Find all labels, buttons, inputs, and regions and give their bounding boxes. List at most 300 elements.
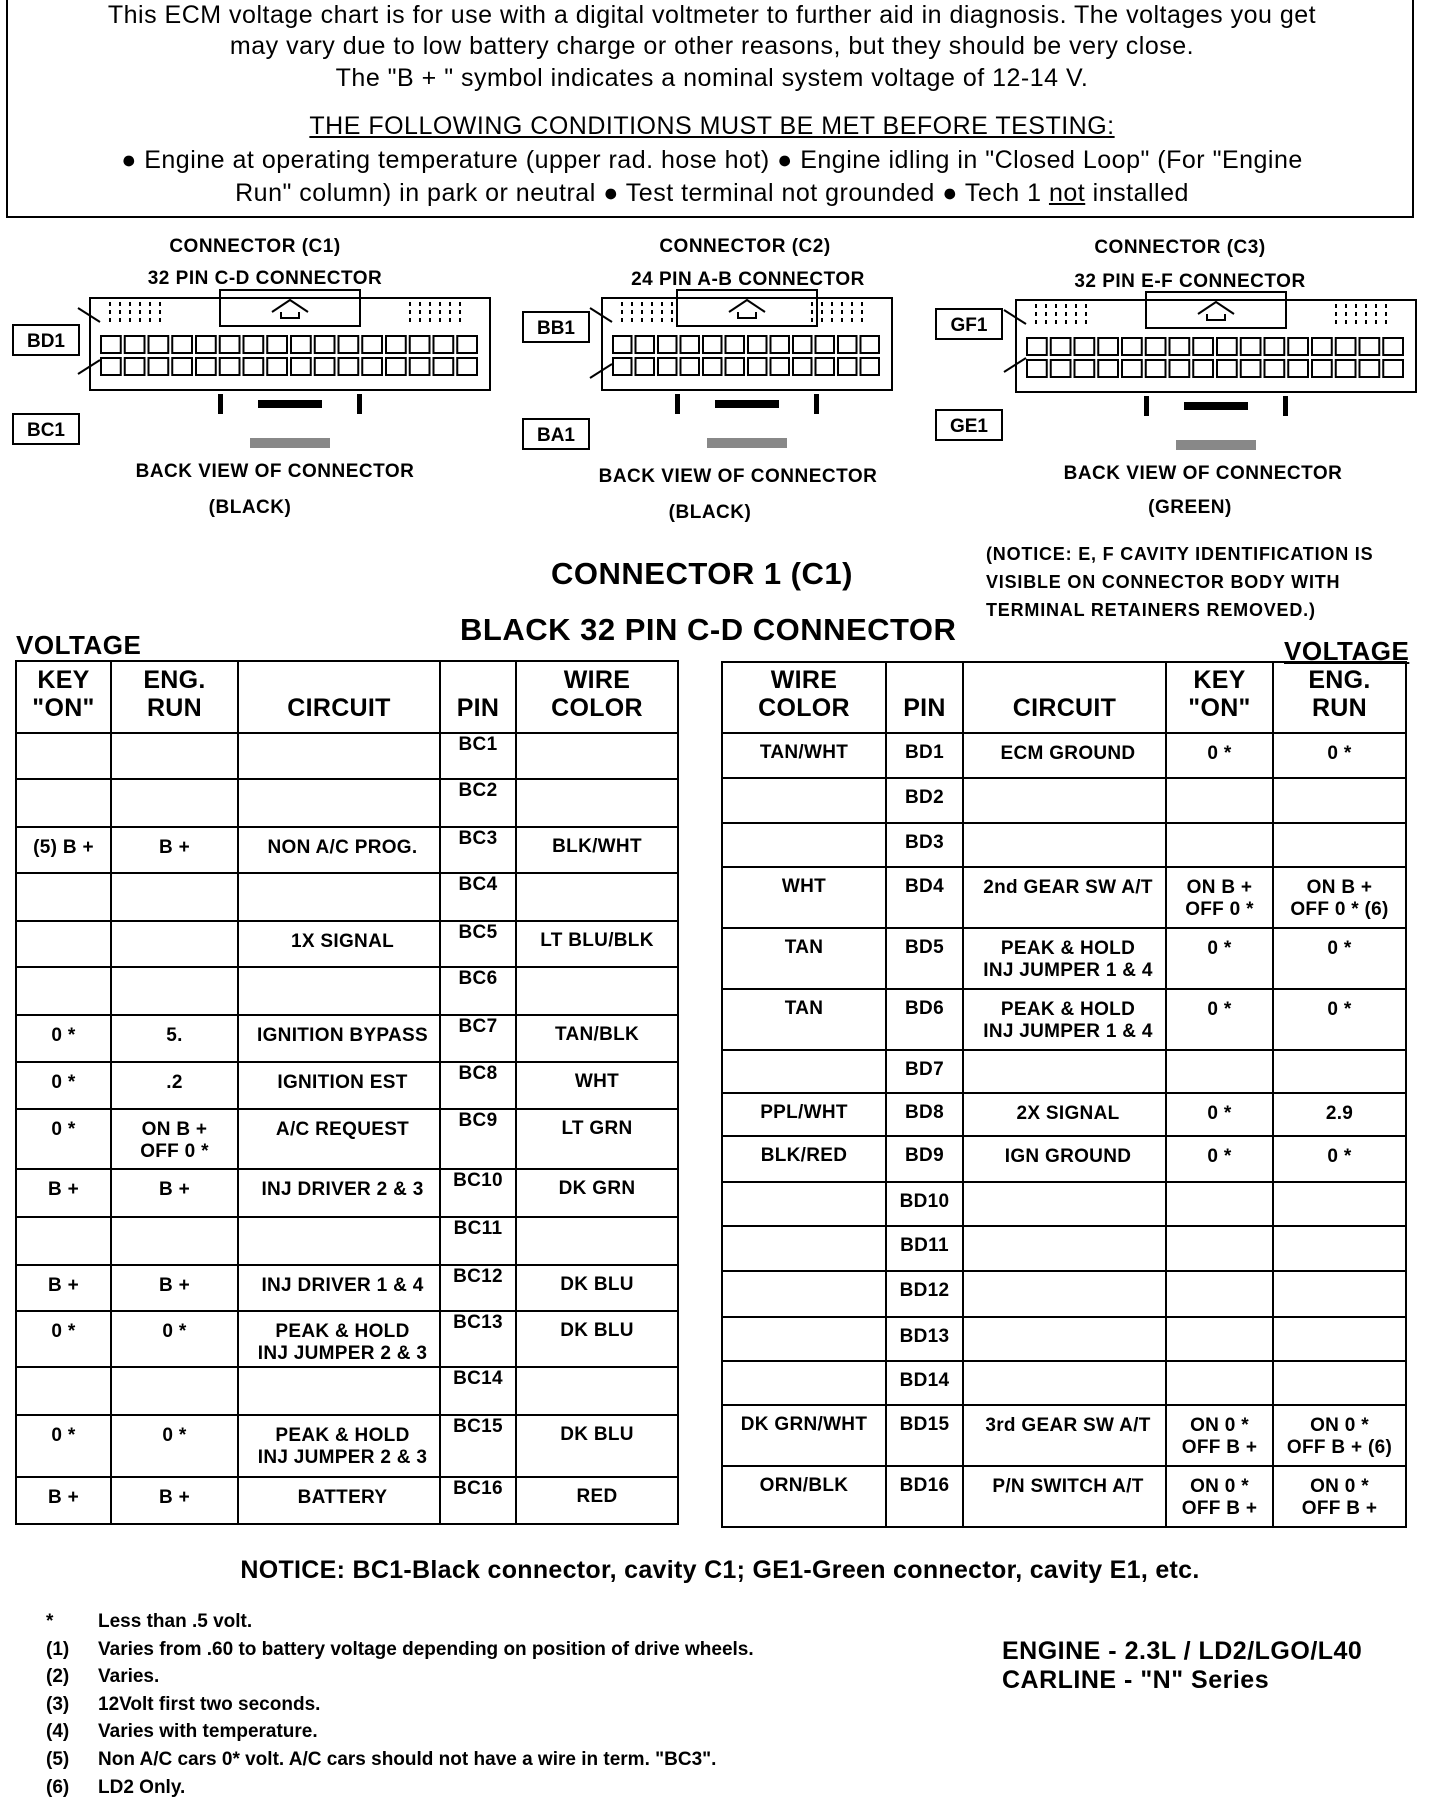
table-row [16, 733, 678, 779]
wire-color [722, 1361, 886, 1405]
conditions-title-text: THE FOLLOWING CONDITIONS MUST BE MET BEFORE TESTING: [309, 112, 1115, 140]
footnote-mark: * [46, 1611, 54, 1632]
wire-color: TAN/WHT [722, 733, 886, 778]
eng-run-value [111, 733, 238, 779]
pin-cavity [703, 358, 722, 375]
circuit-name [963, 1182, 1166, 1226]
table-row [16, 967, 678, 1015]
eng-run-value [111, 779, 238, 827]
table-row [16, 779, 678, 827]
pin-id: BC8 [440, 1062, 516, 1109]
eng-run-value [111, 1367, 238, 1415]
key-on-value [1166, 778, 1273, 823]
pin-cavity [410, 358, 430, 375]
circuit-name: NON A/C PROG. [238, 827, 440, 873]
connector-c3-subtitle: 32 PIN E-F CONNECTOR [1074, 271, 1306, 292]
key-on-value [1166, 1361, 1273, 1405]
pin-id: BD2 [886, 778, 963, 823]
carline-line: CARLINE - "N" Series [1002, 1666, 1270, 1694]
pin-cavity [748, 358, 767, 375]
circuit-name [963, 1361, 1166, 1405]
connector-c2-view: BACK VIEW OF CONNECTOR [598, 466, 878, 487]
conditions-line-2 [8, 176, 1416, 210]
connector-key [1283, 396, 1288, 416]
eng-run-value [1273, 823, 1406, 867]
footnote-item [46, 1691, 320, 1719]
pin-cavity [362, 358, 382, 375]
table-row [16, 873, 678, 921]
conditions-line-2a: Run" column) in park or neutral ● Test terminal not grounded ● Tech 1 [235, 179, 1049, 207]
wire-color: TAN/BLK [516, 1015, 678, 1062]
table-row [722, 1361, 1406, 1405]
table-row [16, 1169, 678, 1217]
pin-id: BD7 [886, 1050, 963, 1093]
key-on-value [1166, 1050, 1273, 1093]
pin-cavity [196, 358, 216, 375]
circuit-name: IGNITION EST [238, 1062, 440, 1109]
wire-color: TAN [722, 928, 886, 989]
pin-cavity [838, 336, 857, 353]
table-row [16, 1311, 678, 1367]
footnote-mark: (5) [46, 1749, 70, 1770]
footnote-mark: (2) [46, 1666, 70, 1688]
circuit-name: PEAK & HOLD INJ JUMPER 1 & 4 [963, 989, 1166, 1050]
eng-run-value: B + [111, 1265, 238, 1311]
wire-color [722, 1050, 886, 1093]
circuit-name: INJ DRIVER 2 & 3 [238, 1169, 440, 1217]
connector-key [814, 394, 819, 414]
pin-cavity [315, 358, 335, 375]
pin-cavity [1193, 338, 1213, 355]
header-eng-run: ENG. RUN [1273, 662, 1406, 733]
wire-color [722, 778, 886, 823]
table-row [722, 867, 1406, 928]
eng-run-value: 0 * [1273, 1136, 1406, 1182]
eng-run-value [111, 873, 238, 921]
pin-cavity [1383, 338, 1403, 355]
pin-cavity [267, 358, 287, 375]
key-on-value: ON 0 * OFF B + [1166, 1405, 1273, 1466]
voltage-label-right: VOLTAGE [1284, 636, 1410, 666]
connector-latch [677, 290, 817, 326]
pin-id: BC12 [440, 1265, 516, 1311]
pin-id: BC15 [440, 1415, 516, 1477]
table-row [722, 1136, 1406, 1182]
arrow-up-icon [729, 300, 765, 318]
connector-key [715, 400, 779, 408]
pin-cavity [149, 358, 169, 375]
wire-color: BLK/WHT [516, 827, 678, 873]
eng-run-value [1273, 1050, 1406, 1093]
pin-cavity [267, 336, 287, 353]
pin-table-c [15, 660, 679, 1525]
circuit-name [963, 1317, 1166, 1361]
pin-id: BC14 [440, 1367, 516, 1415]
pin-cavity [196, 336, 216, 353]
pin-cavity [1027, 360, 1047, 377]
pin-cavity [101, 336, 121, 353]
section-subtitle: BLACK 32 PIN C-D CONNECTOR [460, 612, 957, 647]
wire-color: WHT [722, 867, 886, 928]
key-on-value: ON 0 * OFF B + [1166, 1466, 1273, 1527]
pin-id: BC1 [440, 733, 516, 779]
pin-cavity [681, 358, 700, 375]
eng-run-value [111, 921, 238, 967]
eng-run-value: B + [111, 1169, 238, 1217]
pin-id: BD1 [886, 733, 963, 778]
pin-cavity [816, 336, 835, 353]
footnote-text: Varies. [98, 1666, 160, 1688]
eng-run-value: B + [111, 1477, 238, 1524]
pin-cavity [1122, 338, 1142, 355]
pin-cavity [861, 358, 880, 375]
circuit-name [963, 1271, 1166, 1317]
wire-color: RED [516, 1477, 678, 1524]
arrow-up-icon [272, 300, 308, 318]
key-on-value: ON B + OFF 0 * [1166, 867, 1273, 928]
tag-bb1: BB1 [522, 311, 590, 343]
key-on-value [1166, 1317, 1273, 1361]
footnote-mark: (4) [46, 1721, 70, 1743]
connector-key [675, 394, 680, 414]
connector-notice: NOTICE: BC1-Black connector, cavity C1; GE1-Green connector, cavity E1, etc. [240, 1556, 1200, 1584]
table-row [722, 1466, 1406, 1527]
key-on-value [1166, 1182, 1273, 1226]
key-on-value: 0 * [16, 1415, 111, 1477]
pin-id: BD8 [886, 1093, 963, 1136]
circuit-name [963, 823, 1166, 867]
wire-color [516, 1217, 678, 1265]
eng-run-value: 2.9 [1273, 1093, 1406, 1136]
wire-color: DK BLU [516, 1311, 678, 1367]
pin-cavity [703, 336, 722, 353]
circuit-name [238, 967, 440, 1015]
pin-cavity [172, 336, 192, 353]
eng-run-value: ON B + OFF 0 * [111, 1109, 238, 1169]
pin-cavity [1146, 338, 1166, 355]
pin-id: BC2 [440, 779, 516, 827]
footnote-text: Varies from .60 to battery voltage depending on position of drive wheels. [98, 1638, 754, 1660]
eng-run-value [1273, 1182, 1406, 1226]
table-row [722, 1226, 1406, 1271]
table-row [16, 1015, 678, 1062]
wire-color: DK BLU [516, 1265, 678, 1311]
pin-id: BC4 [440, 873, 516, 921]
wire-color [722, 1271, 886, 1317]
engine-line: ENGINE - 2.3L / LD2/LGO/L40 [1002, 1637, 1363, 1665]
pin-cavity [1122, 360, 1142, 377]
footnote-text: Non A/C cars 0* volt. A/C cars should not have a wire in term. "BC3". [98, 1749, 717, 1770]
pin-table-d [721, 661, 1407, 1528]
pin-cavity [1075, 360, 1095, 377]
pin-cavity [315, 336, 335, 353]
pin-cavity [125, 358, 145, 375]
table-row [16, 921, 678, 967]
wire-color: WHT [516, 1062, 678, 1109]
table-row [16, 1109, 678, 1169]
pin-cavity [771, 336, 790, 353]
footnote-mark: (3) [46, 1693, 70, 1715]
table-row [16, 1265, 678, 1311]
pin-cavity [220, 358, 240, 375]
eng-run-value: .2 [111, 1062, 238, 1109]
wire-color [516, 733, 678, 779]
footnote-item [46, 1746, 716, 1774]
connector-c3-title: CONNECTOR (C3) [1094, 237, 1266, 258]
pin-cavity [1193, 360, 1213, 377]
pin-cavity [771, 358, 790, 375]
wire-color: PPL/WHT [722, 1093, 886, 1136]
connector-key [1144, 396, 1149, 416]
eng-run-value [1273, 1317, 1406, 1361]
eng-run-value [1273, 778, 1406, 823]
pin-cavity [1288, 360, 1308, 377]
wire-color: TAN [722, 989, 886, 1050]
pin-cavity [658, 358, 677, 375]
key-on-value: 0 * [1166, 989, 1273, 1050]
eng-run-value: ON 0 * OFF B + (6) [1273, 1405, 1406, 1466]
footnote-mark: (1) [46, 1638, 70, 1660]
pin-id: BD10 [886, 1182, 963, 1226]
arrow-up-icon [1198, 302, 1234, 320]
key-on-value: 0 * [1166, 928, 1273, 989]
header-line-3: The "B + " symbol indicates a nominal system voltage of 12-14 V. [335, 64, 1089, 92]
tag-ba1: BA1 [522, 418, 590, 450]
eng-run-value: 0 * [1273, 989, 1406, 1050]
header-eng-run: ENG. RUN [111, 661, 238, 733]
footnote-item [46, 1718, 318, 1746]
pin-cavity [101, 358, 121, 375]
conditions-title [8, 109, 1416, 143]
connector-key [1184, 402, 1248, 410]
table-row [722, 823, 1406, 867]
pin-cavity [339, 358, 359, 375]
pin-cavity [613, 336, 632, 353]
connector-c1-view: BACK VIEW OF CONNECTOR [135, 461, 415, 482]
connector-c2-subtitle: 24 PIN A-B CONNECTOR [631, 269, 865, 290]
wire-color: DK BLU [516, 1415, 678, 1477]
eng-run-value [1273, 1226, 1406, 1271]
header-line-1: This ECM voltage chart is for use with a digital voltmeter to further aid in diagnosis. The voltages you get [107, 1, 1317, 29]
circuit-name [238, 873, 440, 921]
key-on-value [1166, 823, 1273, 867]
footnote-item [46, 1774, 185, 1802]
wire-color: DK GRN/WHT [722, 1405, 886, 1466]
footnote-text: LD2 Only. [98, 1776, 186, 1798]
pin-cavity [861, 336, 880, 353]
eng-run-value: ON 0 * OFF B + [1273, 1466, 1406, 1527]
pin-cavity [434, 358, 454, 375]
pin-id: BC16 [440, 1477, 516, 1524]
circuit-name [963, 778, 1166, 823]
pin-cavity [726, 358, 745, 375]
connector-key [357, 394, 362, 414]
footnote-item [46, 1663, 159, 1691]
key-on-value: 0 * [1166, 1136, 1273, 1182]
pin-cavity [793, 358, 812, 375]
header-pin: PIN [440, 661, 516, 733]
wire-color [516, 1367, 678, 1415]
pin-cavity [1241, 360, 1261, 377]
pin-cavity [1265, 338, 1285, 355]
pin-id: BC3 [440, 827, 516, 873]
eng-run-value [111, 1217, 238, 1265]
wire-color: BLK/RED [722, 1136, 886, 1182]
connector-c1-diagram [80, 288, 500, 454]
wire-color: LT BLU/BLK [516, 921, 678, 967]
table-header-row [722, 662, 1406, 733]
pin-id: BD6 [886, 989, 963, 1050]
pin-cavity [1241, 338, 1261, 355]
header-key-on: KEY "ON" [1166, 662, 1273, 733]
pin-cavity [244, 358, 264, 375]
key-on-value: (5) B + [16, 827, 111, 873]
key-on-value [16, 733, 111, 779]
pin-id: BC6 [440, 967, 516, 1015]
table-row [722, 1405, 1406, 1466]
footnote-text: Varies with temperature. [98, 1721, 318, 1743]
circuit-name [238, 1217, 440, 1265]
key-on-value: 0 * [16, 1311, 111, 1367]
circuit-name: 1X SIGNAL [238, 921, 440, 967]
table-row [16, 1367, 678, 1415]
connector-retainer [250, 438, 330, 448]
tag-bd1: BD1 [12, 324, 80, 356]
footnote-text: 12Volt first two seconds. [98, 1693, 321, 1715]
connector-key [218, 394, 223, 414]
key-on-value [16, 873, 111, 921]
pin-cavity [748, 336, 767, 353]
connector-latch [220, 290, 360, 326]
pin-cavity [386, 336, 406, 353]
cavity-notice-2: VISIBLE ON CONNECTOR BODY WITH [986, 572, 1341, 592]
header-pin: PIN [886, 662, 963, 733]
connector-c3-color: (GREEN) [1148, 497, 1232, 518]
pin-cavity [1170, 338, 1190, 355]
wire-color: DK GRN [516, 1169, 678, 1217]
eng-run-value: 0 * [111, 1415, 238, 1477]
pin-cavity [291, 336, 311, 353]
key-on-value [16, 921, 111, 967]
pin-id: BD5 [886, 928, 963, 989]
pin-cavity [816, 358, 835, 375]
pin-cavity [1075, 338, 1095, 355]
eng-run-value: B + [111, 827, 238, 873]
wire-color [722, 1226, 886, 1271]
eng-run-value [1273, 1361, 1406, 1405]
circuit-name: IGNITION BYPASS [238, 1015, 440, 1062]
circuit-name: PEAK & HOLD INJ JUMPER 2 & 3 [238, 1415, 440, 1477]
table-row [722, 928, 1406, 989]
pin-id: BD4 [886, 867, 963, 928]
connector-c1-color: (BLACK) [208, 497, 292, 518]
pin-cavity [1336, 360, 1356, 377]
connector-retainer [1176, 440, 1256, 450]
pin-id: BC5 [440, 921, 516, 967]
header-wire-color: WIRE COLOR [516, 661, 678, 733]
pin-cavity [1170, 360, 1190, 377]
pin-id: BC10 [440, 1169, 516, 1217]
conditions-not: not [1048, 179, 1086, 207]
wire-color [516, 967, 678, 1015]
key-on-value [16, 1367, 111, 1415]
cavity-notice-3: TERMINAL RETAINERS REMOVED.) [986, 600, 1316, 620]
footnote-item [46, 1608, 252, 1636]
pin-cavity [1051, 338, 1071, 355]
table-row [722, 1317, 1406, 1361]
wire-color [516, 779, 678, 827]
table-row [722, 1182, 1406, 1226]
pin-cavity [244, 336, 264, 353]
wire-color [722, 1182, 886, 1226]
circuit-name [963, 1226, 1166, 1271]
table-row [722, 1050, 1406, 1093]
key-on-value [16, 779, 111, 827]
pin-id: BD9 [886, 1136, 963, 1182]
pin-id: BC9 [440, 1109, 516, 1169]
pin-cavity [172, 358, 192, 375]
eng-run-value: 5. [111, 1015, 238, 1062]
pin-cavity [636, 336, 655, 353]
table-header-row [16, 661, 678, 733]
circuit-name: PEAK & HOLD INJ JUMPER 1 & 4 [963, 928, 1166, 989]
wire-color [722, 1317, 886, 1361]
tag-gf1: GF1 [935, 308, 1003, 340]
circuit-name [238, 779, 440, 827]
table-row [16, 1415, 678, 1477]
pin-cavity [1217, 338, 1237, 355]
connector-c3-diagram [1006, 290, 1426, 456]
pin-cavity [1288, 338, 1308, 355]
key-on-value: B + [16, 1265, 111, 1311]
wire-color [722, 823, 886, 867]
connector-c3-view: BACK VIEW OF CONNECTOR [1063, 463, 1343, 484]
tag-ge1: GE1 [935, 409, 1003, 441]
pin-cavity [1027, 338, 1047, 355]
conditions-line-1: ● Engine at operating temperature (upper rad. hose hot) ● Engine idling in "Closed Loop" (For "Engine [121, 146, 1303, 174]
circuit-name: 2nd GEAR SW A/T [963, 867, 1166, 928]
pin-cavity [339, 336, 359, 353]
connector-c2-title: CONNECTOR (C2) [659, 236, 831, 257]
pin-cavity [434, 336, 454, 353]
pin-cavity [125, 336, 145, 353]
header-circuit: CIRCUIT [238, 661, 440, 733]
header-key-on: KEY "ON" [16, 661, 111, 733]
table-row [16, 1477, 678, 1524]
circuit-name: ECM GROUND [963, 733, 1166, 778]
pin-cavity [1265, 360, 1285, 377]
table-row [16, 1062, 678, 1109]
key-on-value [16, 967, 111, 1015]
pin-cavity [793, 336, 812, 353]
header-circuit: CIRCUIT [963, 662, 1166, 733]
cavity-notice-1: (NOTICE: E, F CAVITY IDENTIFICATION IS [986, 544, 1374, 564]
pin-cavity [410, 336, 430, 353]
header-wire-color: WIRE COLOR [722, 662, 886, 733]
pin-cavity [726, 336, 745, 353]
circuit-name [963, 1050, 1166, 1093]
circuit-name [238, 1367, 440, 1415]
pin-id: BD3 [886, 823, 963, 867]
table-row [722, 1093, 1406, 1136]
eng-run-value: 0 * [111, 1311, 238, 1367]
table-row [722, 989, 1406, 1050]
pin-cavity [1336, 338, 1356, 355]
pin-id: BD15 [886, 1405, 963, 1466]
eng-run-value: 0 * [1273, 733, 1406, 778]
table-row [722, 733, 1406, 778]
eng-run-value [1273, 1271, 1406, 1317]
